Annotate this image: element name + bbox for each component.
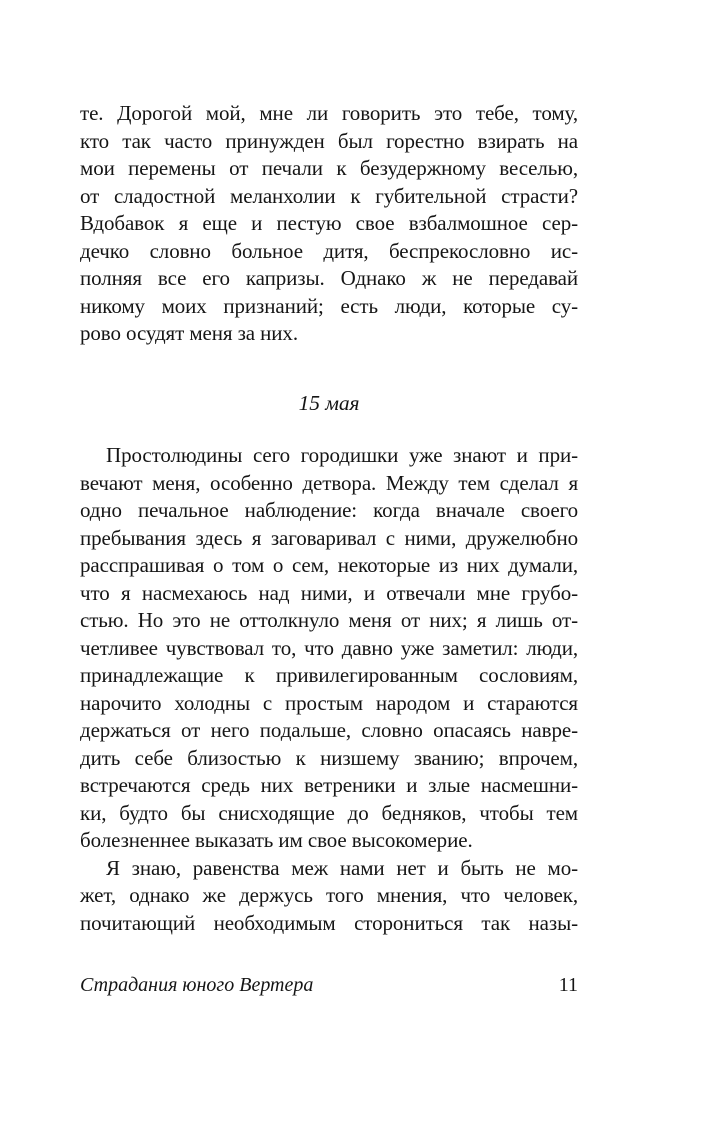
date-heading: 15 мая (298, 390, 360, 415)
text-line: болезненнее выказать им свое высокомерие. (80, 828, 473, 852)
text-line: мои перемены от печали к безудержному веселью, (80, 156, 578, 180)
text-line: встречаются средь них ветреники и злые насмешни- (80, 773, 578, 797)
paragraph-continuation (80, 100, 578, 348)
page-number: 11 (558, 974, 578, 996)
text-line: никому моих признаний; есть люди, которые су- (80, 293, 578, 318)
text-line: стью. Но это не оттолкнуло меня от них; я лишь от- (80, 608, 578, 632)
text-line: полняя все его капризы. Однако ж не передавай (80, 266, 578, 290)
text-line: одно печальное наблюдение: когда вначале своего (80, 498, 578, 522)
text-line: ки, будто бы снисходящие до бедняков, чтобы тем (80, 800, 578, 825)
text-line: кто так часто принужден был горестно взирать на (80, 128, 578, 153)
text-line: рово осудят меня за них. (80, 321, 298, 345)
text-line: пребывания здесь я заговаривал с ними, дружелюбно (80, 525, 578, 550)
text-line: принадлежащие к привилегированным сословиям, (80, 663, 578, 687)
paragraph (80, 855, 578, 938)
text-line: что я насмехаюсь над ними, и отвечали мне грубо- (80, 580, 578, 605)
text-line: дить себе близостью к низшему званию; впрочем, (80, 745, 578, 770)
text-line: Вдобавок я еще и пестую свое взбалмошное сер- (80, 211, 578, 235)
text-line: Я знаю, равенства меж нами нет и быть не мо- (106, 855, 578, 880)
text-line: Простолюдины сего городишки уже знают и при- (106, 443, 578, 467)
text-line: держаться от него подальше, словно опасаясь навре- (80, 718, 578, 742)
text-line: жет, однако же держусь того мнения, что человек, (80, 883, 578, 907)
text-line: те. Дорогой мой, мне ли говорить это тебе, тому, (80, 101, 578, 125)
text-line: расспрашивая о том о сем, некоторые из них думали, (80, 553, 578, 577)
running-title: Страдания юного Вертера (80, 974, 314, 996)
text-line: вечают меня, особенно детвора. Между тем сделал я (80, 470, 578, 495)
text-line: нарочито холодны с простым народом и стараются (80, 690, 578, 715)
text-block (80, 100, 578, 937)
text-line: от сладостной меланхолии к губительной страсти? (80, 183, 578, 208)
page-footer (80, 972, 578, 998)
text-line: дечко словно больное дитя, беспрекословно ис- (80, 238, 578, 263)
text-line: почитающий необходимым сторониться так назы- (80, 910, 578, 935)
paragraph (80, 442, 578, 855)
text-line: четливее чувствовал то, что давно уже заметил: люди, (80, 635, 578, 660)
